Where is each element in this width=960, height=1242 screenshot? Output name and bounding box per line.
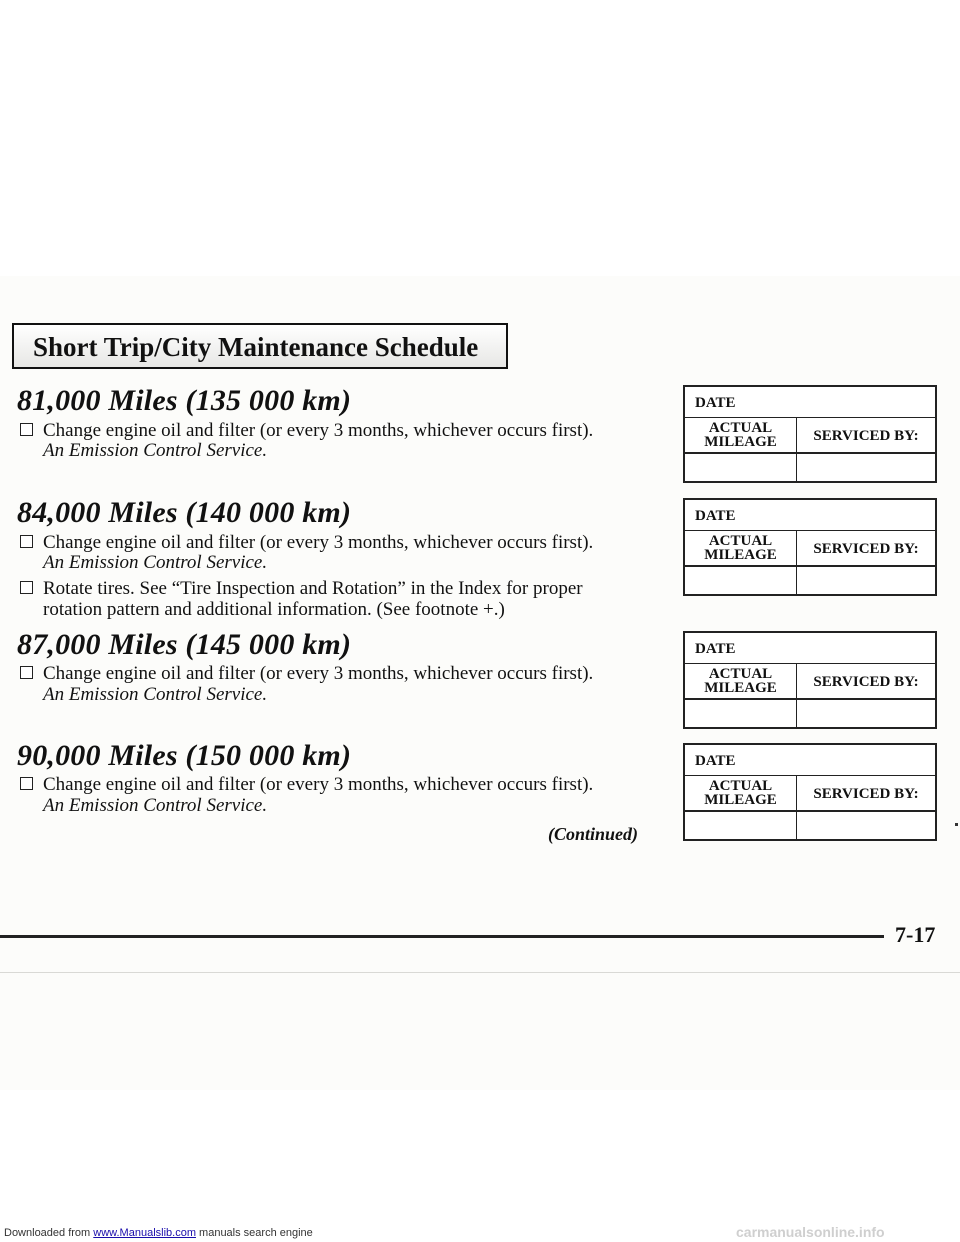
service-log-box bbox=[683, 385, 937, 483]
actual-mileage-label: ACTUAL MILEAGE bbox=[704, 778, 777, 808]
interval-title-87000: 87,000 Miles (145 000 km) bbox=[17, 628, 352, 661]
interval-title-90000: 90,000 Miles (150 000 km) bbox=[17, 739, 352, 772]
checkbox[interactable] bbox=[20, 581, 33, 594]
task-text: Change engine oil and filter (or every 3 months, whichever occurs first). bbox=[43, 420, 594, 441]
actual-mileage-label: ACTUAL MILEAGE bbox=[704, 420, 777, 450]
scan-speck bbox=[955, 823, 958, 826]
interval-title-84000: 84,000 Miles (140 000 km) bbox=[17, 496, 352, 529]
serviced-by-entry-field[interactable] bbox=[799, 700, 933, 727]
section-title: Short Trip/City Maintenance Schedule bbox=[33, 332, 479, 362]
task-note: An Emission Control Service. bbox=[43, 440, 268, 461]
checkbox[interactable] bbox=[20, 535, 33, 548]
date-label: DATE bbox=[695, 753, 736, 769]
manualslib-link[interactable]: www.Manualslib.com bbox=[93, 1227, 196, 1239]
task-text: Change engine oil and filter (or every 3 months, whichever occurs first). bbox=[43, 774, 594, 795]
serviced-by-label: SERVICED BY: bbox=[813, 674, 919, 690]
service-log-box bbox=[683, 498, 937, 596]
serviced-by-label: SERVICED BY: bbox=[813, 428, 919, 444]
footer-prefix: Downloaded from bbox=[4, 1227, 94, 1239]
checkbox[interactable] bbox=[20, 423, 33, 436]
date-label: DATE bbox=[695, 508, 736, 524]
bottom-rule bbox=[0, 935, 884, 938]
task-note: An Emission Control Service. bbox=[43, 795, 268, 816]
task-text: Change engine oil and filter (or every 3 months, whichever occurs first). bbox=[43, 532, 594, 553]
mileage-entry-field[interactable] bbox=[687, 567, 794, 594]
faint-rule bbox=[0, 972, 960, 973]
task-text-continued: rotation pattern and additional information. (See footnote +.) bbox=[43, 599, 505, 620]
mileage-entry-field[interactable] bbox=[687, 700, 794, 727]
date-label: DATE bbox=[695, 395, 736, 411]
download-footer bbox=[4, 1227, 313, 1239]
mileage-entry-field[interactable] bbox=[687, 454, 794, 481]
section-header bbox=[12, 323, 508, 369]
task-note: An Emission Control Service. bbox=[43, 684, 268, 705]
actual-mileage-label: ACTUAL MILEAGE bbox=[704, 666, 777, 696]
service-log-box bbox=[683, 743, 937, 841]
date-label: DATE bbox=[695, 641, 736, 657]
service-log-box bbox=[683, 631, 937, 729]
serviced-by-label: SERVICED BY: bbox=[813, 786, 919, 802]
serviced-by-label: SERVICED BY: bbox=[813, 541, 919, 557]
checkbox[interactable] bbox=[20, 666, 33, 679]
task-note: An Emission Control Service. bbox=[43, 552, 268, 573]
serviced-by-entry-field[interactable] bbox=[799, 812, 933, 839]
interval-title-81000: 81,000 Miles (135 000 km) bbox=[17, 384, 352, 417]
serviced-by-entry-field[interactable] bbox=[799, 454, 933, 481]
task-text: Rotate tires. See “Tire Inspection and Rotation” in the Index for proper bbox=[43, 578, 583, 599]
checkbox[interactable] bbox=[20, 777, 33, 790]
footer-suffix: manuals search engine bbox=[195, 1227, 313, 1239]
page-number: 7-17 bbox=[895, 922, 936, 947]
actual-mileage-label: ACTUAL MILEAGE bbox=[704, 533, 777, 563]
mileage-entry-field[interactable] bbox=[687, 812, 794, 839]
task-text: Change engine oil and filter (or every 3 months, whichever occurs first). bbox=[43, 663, 594, 684]
continued-label: (Continued) bbox=[548, 824, 639, 844]
serviced-by-entry-field[interactable] bbox=[799, 567, 933, 594]
watermark-text: carmanualsonline.info bbox=[736, 1224, 885, 1240]
